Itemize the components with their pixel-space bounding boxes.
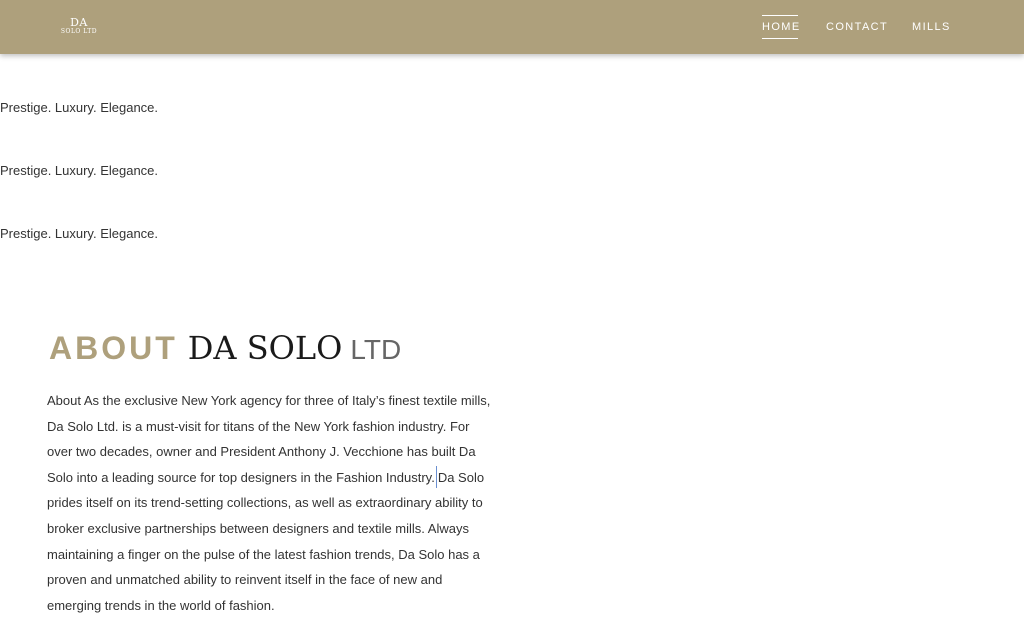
tagline-1: Prestige. Luxury. Elegance. <box>0 100 159 115</box>
logo-line-1: DA <box>70 16 88 29</box>
site-logo[interactable] <box>60 17 98 37</box>
about-heading <box>49 330 401 373</box>
top-navbar <box>0 0 1024 54</box>
nav-mills-link[interactable]: MILLS <box>912 21 951 33</box>
about-heading-word-dasolo: DA SOLO <box>187 329 343 367</box>
tagline-2: Prestige. Luxury. Elegance. <box>0 163 159 178</box>
tagline-3: Prestige. Luxury. Elegance. <box>0 226 159 241</box>
nav-active-indicator-top <box>762 15 798 16</box>
nav-active-indicator-bottom <box>762 38 798 39</box>
nav-home-link[interactable]: HOME <box>762 21 801 33</box>
logo-line-2: SOLO LTD <box>60 28 98 35</box>
about-text-part-1: About As the exclusive New York agency for three of Italy’s finest textile mills, Da Solo Ltd. is a must-visit for titans of the New York fashion industry. For over two decades, owner and President Anthony J. Vecchione has built Da Solo into a leading source for top designers in the Fashion Industry. <box>47 393 491 485</box>
nav-contact-link[interactable]: CONTACT <box>826 21 889 33</box>
about-text-part-2: Da Solo prides itself on its trend-setting collections, as well as extraordinary ability to broker exclusive partnerships between designers and textile mills. Always maintaining a finger on the pulse of the latest fashion trends, Da Solo has a proven and unmatched ability to reinvent itself in the face of new and emerging trends in the world of fashion. <box>47 469 485 613</box>
text-cursor <box>436 466 437 488</box>
about-heading-word-ltd: LTD <box>350 334 402 365</box>
about-body-text <box>47 388 497 618</box>
about-heading-word-about: ABOUT <box>49 330 178 366</box>
